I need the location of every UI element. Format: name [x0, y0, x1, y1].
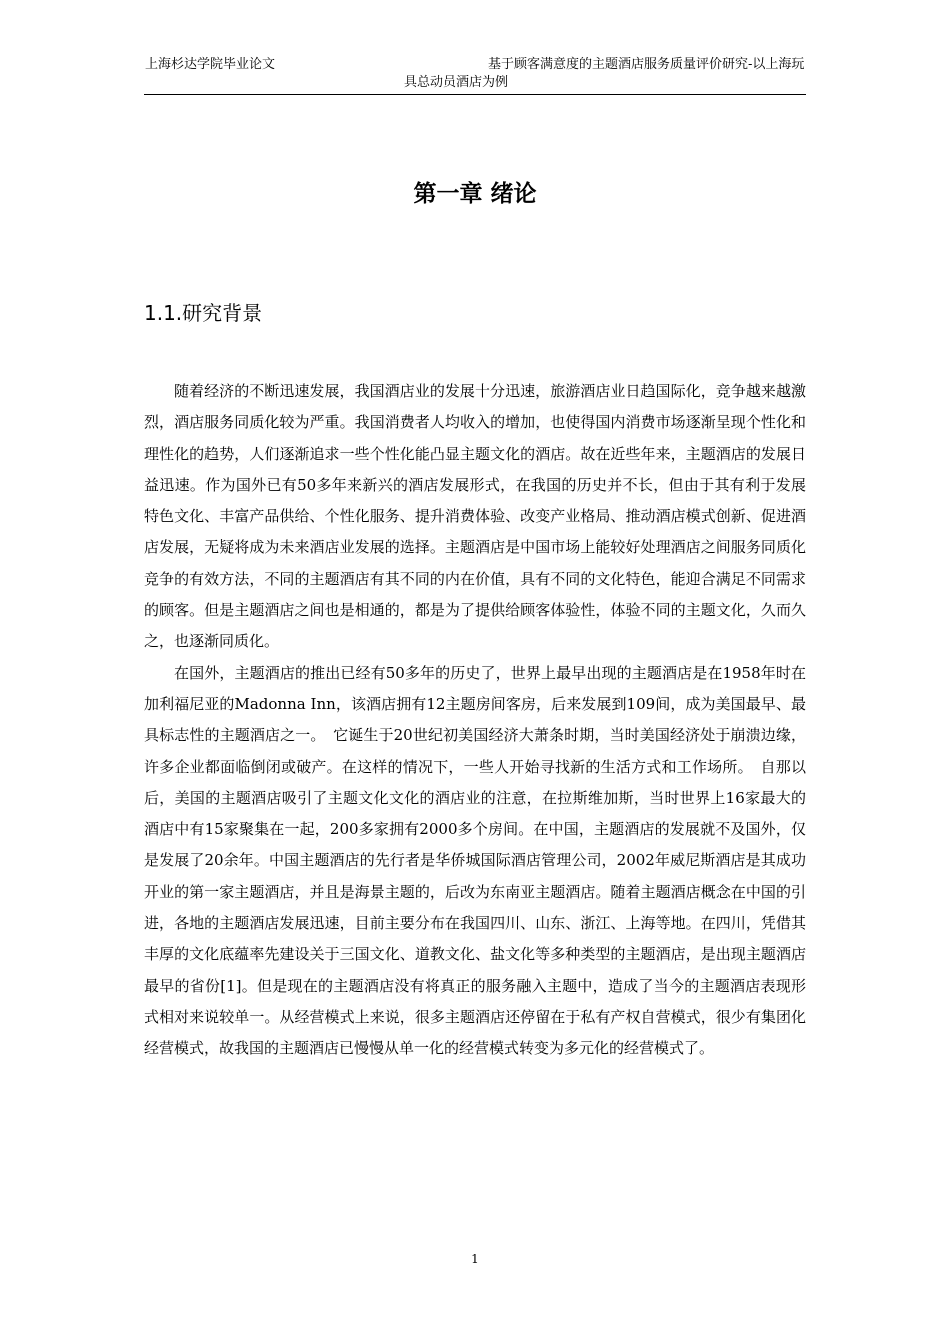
header-thesis-title: 基于顾客满意度的主题酒店服务质量评价研究-以上海玩具总动员酒店为例	[404, 57, 805, 90]
body-text	[144, 376, 806, 1065]
section-title: 1.1.研究背景	[144, 301, 263, 325]
paragraph-1: 随着经济的不断迅速发展，我国酒店业的发展十分迅速，旅游酒店业日趋国际化，竞争越来越激烈，酒店服务同质化较为严重。我国消费者人均收入的增加，也使得国内消费市场逐渐呈现个性化和理性化的趋势，人们逐渐追求一些个性化能凸显主题文化的酒店。故在近些年来，主题酒店的发展日益迅速。作为国外已有50多年来新兴的酒店发展形式，在我国的历史并不长，但由于其有利于发展特色文化、丰富产品供给、个性化服务、提升消费体验、改变产业格局、推动酒店模式创新、促进酒店发展，无疑将成为未来酒店业发展的选择。主题酒店是中国市场上能较好处理酒店之间服务同质化竞争的有效方法，不同的主题酒店有其不同的内在价值，具有不同的文化特色，能迎合满足不同需求的顾客。但是主题酒店之间也是相通的，都是为了提供给顾客体验性，体验不同的主题文化，久而久之，也逐渐同质化。	[144, 382, 806, 651]
chapter-title: 第一章 绪论	[413, 181, 537, 207]
header-school-title: 上海杉达学院毕业论文	[145, 57, 276, 72]
paragraph-2: 在国外，主题酒店的推出已经有50多年的历史了，世界上最早出现的主题酒店是在1958年时在加利福尼亚的Madonna Inn，该酒店拥有12主题房间客房，后来发展到109间，成为美国最早、最具标志性的主题酒店之一。 它诞生于20世纪初美国经济大萧条时期，当时美国经济处于崩溃边缘，许多企业都面临倒闭或破产。在这样的情况下，一些人开始寻找新的生活方式和工作场所。 自那以后，美国的主题酒店吸引了主题文化文化的酒店业的注意，在拉斯维加斯，当时世界上16家最大的酒店中有15家聚集在一起，200多家拥有2000多个房间。在中国，主题酒店的发展就不及国外，仅是发展了20余年。中国主题酒店的先行者是华侨城国际酒店管理公司，2002年威尼斯酒店是其成功开业的第一家主题酒店，并且是海景主题的，后改为东南亚主题酒店。随着主题酒店概念在中国的引进，各地的主题酒店发展迅速，目前主要分布在我国四川、山东、浙江、上海等地。在四川，凭借其丰厚的文化底蕴率先建设关于三国文化、道教文化、盐文化等多种类型的主题酒店，是出现主题酒店最早的省份[1]。但是现在的主题酒店没有将真正的服务融入主题中，造成了当今的主题酒店表现形式相对来说较单一。从经营模式上来说，很多主题酒店还停留在于私有产权自营模式，很少有集团化经营模式，故我国的主题酒店已慢慢从单一化的经营模式转变为多元化的经营模式了。	[144, 663, 806, 1058]
page-number: 1	[471, 1252, 479, 1266]
page-header	[144, 56, 806, 95]
